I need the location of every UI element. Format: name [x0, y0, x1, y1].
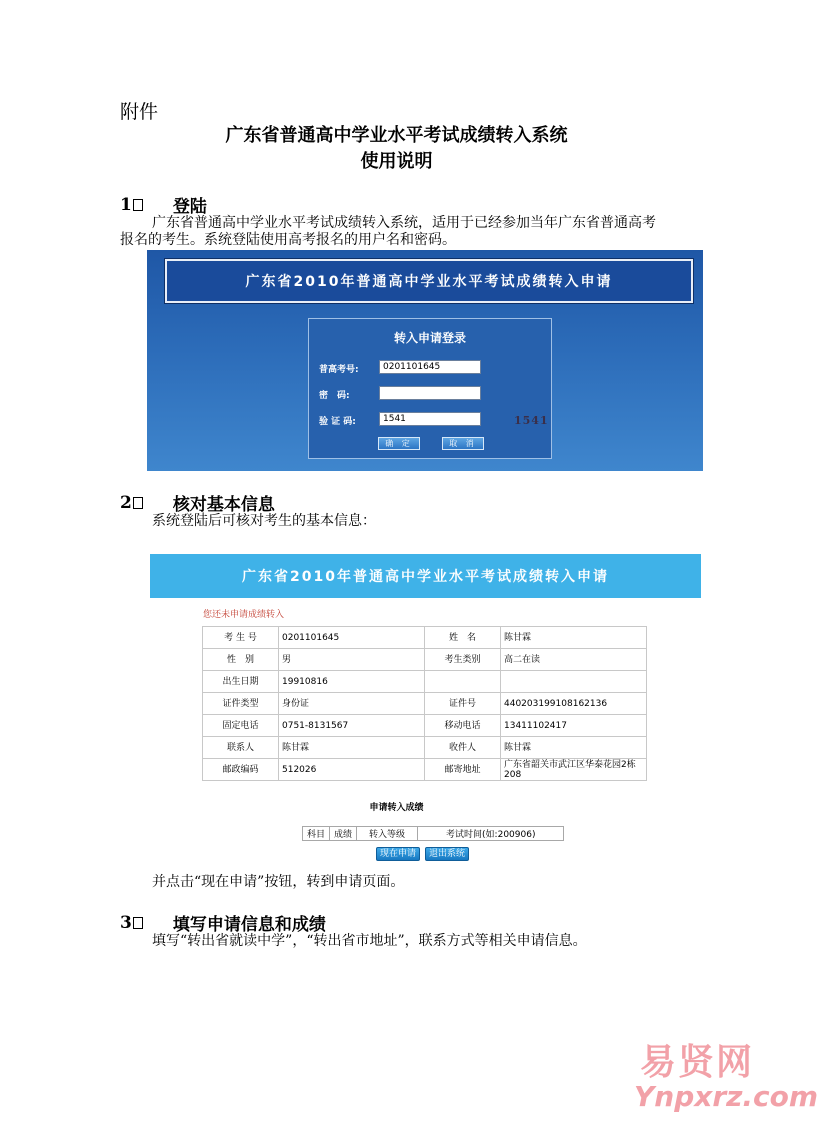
section-2-heading	[120, 490, 275, 515]
table-row	[203, 693, 647, 715]
section-title: 填写申请信息和成绩	[172, 915, 326, 935]
info-value: 440203199108162136	[501, 693, 647, 715]
info-key: 出生日期	[203, 671, 279, 693]
info-value: 广东省韶关市武江区华泰花园2栋208	[501, 759, 647, 781]
info-banner: 广东省2010年普通高中学业水平考试成绩转入申请	[150, 554, 701, 598]
section-number: 3	[120, 912, 132, 933]
apply-scores-title: 申请转入成绩	[369, 803, 424, 813]
doc-subtitle: 使用说明	[360, 151, 433, 172]
section-1-heading	[120, 192, 207, 217]
login-screenshot	[147, 250, 703, 471]
info-key: 证件类型	[203, 693, 279, 715]
password-label: 密 码:	[319, 391, 350, 401]
section-3-heading	[120, 910, 326, 935]
logout-button[interactable]: 退出系统	[425, 847, 469, 861]
info-value: 陈甘霖	[501, 627, 647, 649]
info-key: 收件人	[425, 737, 501, 759]
captcha-label: 验 证 码:	[319, 417, 356, 427]
student-info-table	[202, 626, 647, 781]
captcha-input[interactable]: 1541	[379, 412, 481, 426]
apply-status-notice: 您还未申请成绩转入	[203, 610, 285, 620]
table-row	[203, 649, 647, 671]
attachment-label: 附件	[120, 101, 159, 123]
info-key: 固定电话	[203, 715, 279, 737]
column-header: 转入等级	[357, 827, 418, 841]
watermark-url: Ynpxrz.com	[634, 1080, 818, 1113]
column-header: 科目	[303, 827, 330, 841]
info-value: 512026	[279, 759, 425, 781]
score-header-table	[302, 826, 564, 841]
section-number: 2	[120, 492, 132, 513]
login-panel	[308, 318, 552, 459]
info-key: 邮寄地址	[425, 759, 501, 781]
missing-glyph-box	[133, 199, 143, 211]
missing-glyph-box	[133, 497, 143, 509]
info-value: 陈甘霖	[279, 737, 425, 759]
section-3-text: 填写“转出省就读中学”，“转出省市地址”，联系方式等相关申请信息。	[152, 933, 587, 949]
section-1-text: 广东省普通高中学业水平考试成绩转入系统，适用于已经参加当年广东省普通高考报名的考生。系统登陆使用高考报名的用户名和密码。	[120, 215, 656, 248]
login-banner: 广东省2010年普通高中学业水平考试成绩转入申请	[165, 259, 693, 303]
info-value: 0201101645	[279, 627, 425, 649]
table-row	[203, 737, 647, 759]
info-value: 0751-8131567	[279, 715, 425, 737]
captcha-image: 1541	[514, 414, 549, 427]
info-value: 13411102417	[501, 715, 647, 737]
missing-glyph-box	[133, 917, 143, 929]
section-2-text: 系统登陆后可核对考生的基本信息：	[152, 513, 376, 529]
info-value: 19910816	[279, 671, 425, 693]
exam-number-label: 普高考号:	[319, 365, 359, 375]
info-value: 高二在读	[501, 649, 647, 671]
doc-title: 广东省普通高中学业水平考试成绩转入系统	[225, 125, 568, 146]
section-title: 登陆	[172, 197, 207, 217]
info-key: 证件号	[425, 693, 501, 715]
section-2-after-text: 并点击“现在申请”按钮，转到申请页面。	[152, 874, 405, 890]
section-title: 核对基本信息	[172, 495, 275, 515]
table-row	[203, 671, 647, 693]
watermark-logo: 易贤网	[640, 1042, 755, 1083]
apply-now-button[interactable]: 现在申请	[376, 847, 420, 861]
exam-number-input[interactable]: 0201101645	[379, 360, 481, 374]
confirm-button[interactable]: 确 定	[378, 437, 420, 450]
info-key	[425, 671, 501, 693]
table-row	[303, 827, 564, 841]
column-header: 考试时间(如:200906)	[418, 827, 564, 841]
table-row	[203, 759, 647, 781]
password-input[interactable]	[379, 386, 481, 400]
table-row	[203, 627, 647, 649]
info-key: 联系人	[203, 737, 279, 759]
cancel-button[interactable]: 取 消	[442, 437, 484, 450]
info-value: 男	[279, 649, 425, 671]
info-value	[501, 671, 647, 693]
column-header: 成绩	[330, 827, 357, 841]
login-panel-title: 转入申请登录	[393, 331, 466, 345]
info-key: 邮政编码	[203, 759, 279, 781]
info-key: 考 生 号	[203, 627, 279, 649]
info-key: 移动电话	[425, 715, 501, 737]
info-key: 性 别	[203, 649, 279, 671]
info-key: 考生类别	[425, 649, 501, 671]
section-number: 1	[120, 194, 132, 215]
table-row	[203, 715, 647, 737]
info-value: 陈甘霖	[501, 737, 647, 759]
info-value: 身份证	[279, 693, 425, 715]
info-key: 姓 名	[425, 627, 501, 649]
